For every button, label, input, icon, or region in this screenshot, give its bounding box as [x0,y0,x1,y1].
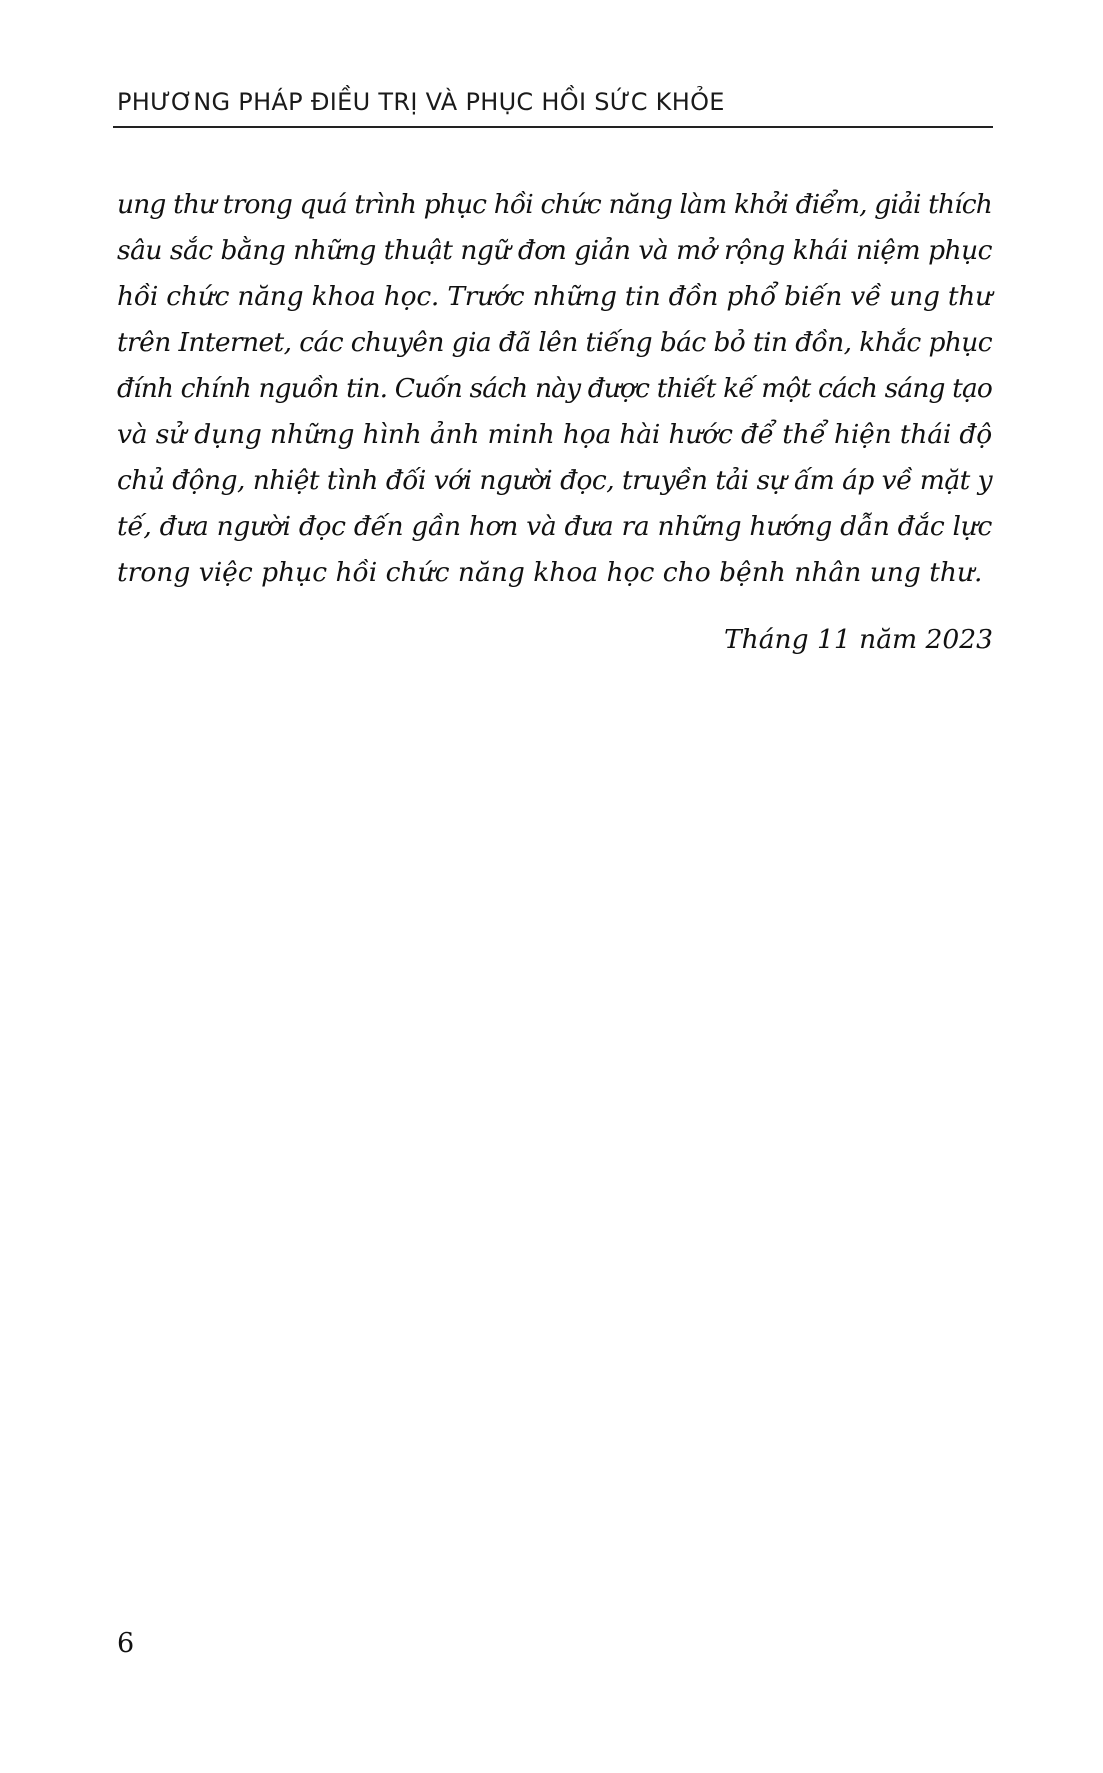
date-signature: Tháng 11 năm 2023 [724,624,993,655]
body-line: chủ động, nhiệt tình đối với người đọc, truyền tải sự ấm áp về mặt y [117,465,992,496]
body-line: ung thư trong quá trình phục hồi chức năng làm khởi điểm, giải thích [117,189,992,220]
body-line: đính chính nguồn tin. Cuốn sách này được thiết kế một cách sáng tạo [117,373,992,404]
page-number: 6 [117,1628,135,1659]
body-line: và sử dụng những hình ảnh minh họa hài hước để thể hiện thái độ [117,419,992,450]
body-line: trên Internet, các chuyên gia đã lên tiếng bác bỏ tin đồn, khắc phục [117,327,992,358]
header-divider [113,126,993,128]
running-header-title: PHƯƠNG PHÁP ĐIỀU TRỊ VÀ PHỤC HỒI SỨC KHỎE [117,88,725,116]
body-paragraph [117,182,992,596]
body-line: trong việc phục hồi chức năng khoa học cho bệnh nhân ung thư. [117,557,983,588]
body-line: sâu sắc bằng những thuật ngữ đơn giản và mở rộng khái niệm phục [117,235,992,266]
body-line: tế, đưa người đọc đến gần hơn và đưa ra những hướng dẫn đắc lực [117,511,992,542]
body-line: hồi chức năng khoa học. Trước những tin đồn phổ biến về ung thư [117,281,992,312]
